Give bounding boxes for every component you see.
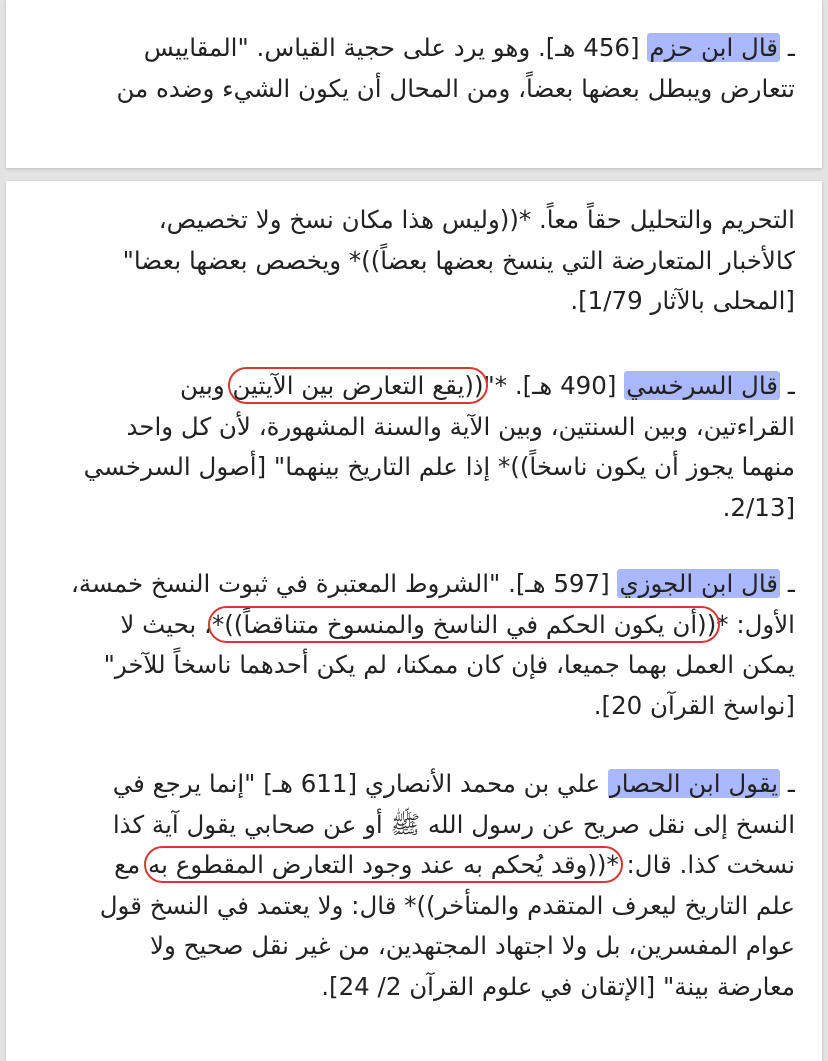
text-span: ، بحيث لا — [120, 609, 212, 639]
text-line: القراءتين، وبين السنتين، وبين الآية والسنة المشهورة، لأن كل واحد — [126, 411, 795, 441]
text-line — [30, 764, 795, 805]
text-line: عوام المفسرين، بل ولا اجتهاد المجتهدين، من غير نقل صحيح ولا — [150, 931, 795, 960]
dash: ـ — [780, 569, 795, 598]
text-line — [30, 564, 795, 605]
text-line: تتعارض ويبطل بعضها بعضاً، ومن المحال أن يكون الشيء وضده من — [116, 73, 795, 103]
paragraph-sarakhsi — [30, 366, 795, 528]
text-line: منهما يجوز أن يكون ناسخاً))* إذا علم التاريخ بينهما" [أصول السرخسي — [83, 452, 795, 481]
text-span: نسخت كذا. قال: — [618, 850, 795, 879]
text-line: ـ قال ابن حزم [456 هـ]. وهو يرد على حجية القياس. "المقاييس — [143, 33, 795, 62]
text-line: يمكن العمل بهما جميعا، فإن كان ممكنا، لم يكن أحدهما ناسخاً للآخر" — [103, 650, 795, 679]
text-line: علم التاريخ ليعرف المتقدم والمتأخر))* قال: ولا يعتمد في النسخ قول — [99, 890, 795, 920]
text-span: وبين — [180, 371, 233, 400]
highlight-name: قال ابن حزم — [649, 33, 779, 62]
highlight-name: يقول ابن الحصار — [609, 769, 779, 798]
text-line: [نواسخ القرآن 20]. — [593, 690, 795, 720]
text-line: [المحلى بالآثار 1/79]. — [570, 286, 795, 315]
paragraph-ibn-aljawzi — [30, 564, 795, 726]
circled-phrase: *((وقد يُحكم به عند وجود التعارض المقطوع به — [148, 850, 619, 879]
text-line — [30, 605, 795, 646]
text-line — [30, 845, 795, 886]
text-span: [456 هـ]. وهو يرد على حجية القياس. "المقاييس — [143, 33, 648, 62]
dash: ـ — [780, 769, 795, 798]
text-span: الأول: * — [716, 609, 795, 639]
text-line: معارضة بينة" [الإتقان في علوم القرآن 2/ 24]. — [321, 971, 795, 1001]
circled-phrase: ((أن يكون الحكم في الناسخ والمنسوخ متناقضاً))* — [211, 609, 717, 639]
page-card-top — [6, 0, 822, 168]
text-line: كالأخبار المتعارضة التي ينسخ بعضها بعضاً))* ويخصص بعضها بعضا" — [122, 245, 795, 275]
text-span: علي بن محمد الأنصاري [611 هـ] "إنما يرجع في — [112, 769, 608, 798]
text-line — [30, 366, 795, 407]
text-span: مع — [114, 850, 149, 879]
text-span: [597 هـ]. "الشروط المعتبرة في ثبوت النسخ خمسة، — [70, 569, 618, 598]
text-line: [2/13. — [722, 492, 795, 522]
highlight-name: قال ابن الجوزي — [619, 569, 779, 598]
dash: ـ — [780, 371, 795, 400]
highlight-name: قال السرخسي — [626, 371, 779, 400]
text-span: [490 هـ]. *" — [483, 371, 625, 400]
paragraph-ibn-alhassar — [30, 764, 795, 1007]
paragraph-ibn-hazm — [30, 28, 795, 109]
circled-phrase: ((يقع التعارض بين الآيتين — [232, 371, 484, 400]
text-line: التحريم والتحليل حقاً معاً. *((وليس هذا مكان نسخ ولا تخصيص، — [158, 205, 795, 234]
paragraph-continuation — [30, 200, 795, 322]
text-line: النسخ إلى نقل صريح عن رسول الله ﷺ أو عن صحابي يقول آية كذا — [112, 809, 795, 839]
page-card-main — [6, 181, 822, 1061]
